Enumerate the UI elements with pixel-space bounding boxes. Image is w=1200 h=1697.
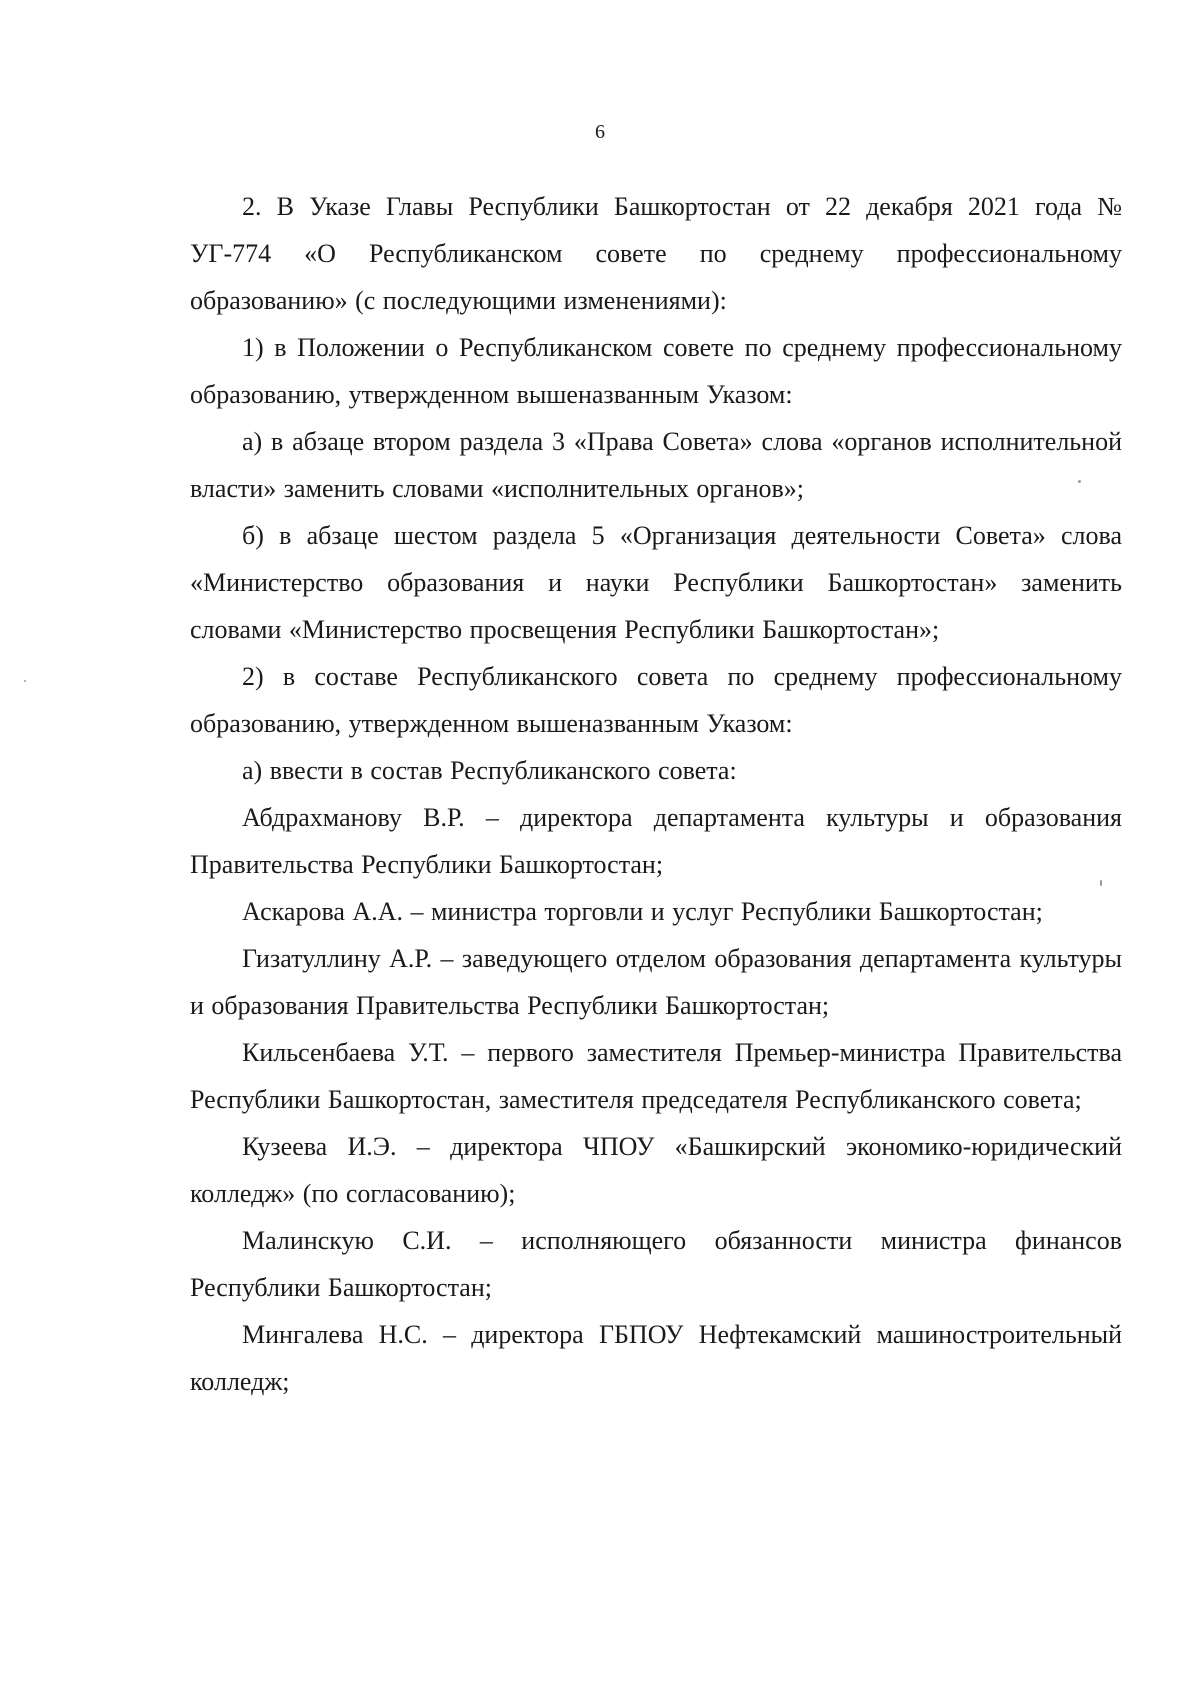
paragraph-regulation-item: 1) в Положении о Республиканском совете по среднему профессиональному образованию, утвержденном вышеназванным Указом: [190, 333, 1122, 409]
scan-speck [1100, 880, 1102, 886]
member-entry: Аскарова А.А. – министра торговли и услуг Республики Башкортостан; [242, 897, 1043, 926]
paragraph-decree-amendment: 2. В Указе Главы Республики Башкортостан от 22 декабря 2021 года № УГ-774 «О Республиканском совете по среднему профессиональному образованию» (с последующими изменениями): [190, 192, 1122, 315]
member-entry: Гизатуллину А.Р. – заведующего отделом образования департамента культуры и образования Правительства Республики Башкортостан; [190, 944, 1122, 1020]
member-entry: Кузеева И.Э. – директора ЧПОУ «Башкирский экономико-юридический колледж» (по согласованию); [190, 1132, 1122, 1208]
member-entry: Малинскую С.И. – исполняющего обязанности министра финансов Республики Башкортостан; [190, 1226, 1122, 1302]
scan-speck [1078, 480, 1081, 483]
paragraph-add-members: а) ввести в состав Республиканского совета: [242, 756, 737, 785]
scan-speck [24, 680, 26, 682]
paragraph-subitem-b: б) в абзаце шестом раздела 5 «Организация деятельности Совета» слова «Министерство образования и науки Республики Башкортостан» заменить словами «Министерство просвещения Республики Башкортостан»; [190, 521, 1122, 644]
document-body [190, 183, 1122, 1405]
member-entry: Кильсенбаева У.Т. – первого заместителя Премьер-министра Правительства Республики Башкортостан, заместителя председателя Республиканского совета; [190, 1038, 1122, 1114]
page-number: 6 [595, 121, 605, 143]
paragraph-subitem-a: а) в абзаце втором раздела 3 «Права Совета» слова «органов исполнительной власти» заменить словами «исполнительных органов»; [190, 427, 1122, 503]
member-entry: Мингалева Н.С. – директора ГБПОУ Нефтекамский машиностроительный колледж; [190, 1320, 1122, 1396]
member-entry: Абдрахманову В.Р. – директора департамента культуры и образования Правительства Республики Башкортостан; [190, 803, 1122, 879]
paragraph-composition-item: 2) в составе Республиканского совета по среднему профессиональному образованию, утвержденном вышеназванным Указом: [190, 662, 1122, 738]
